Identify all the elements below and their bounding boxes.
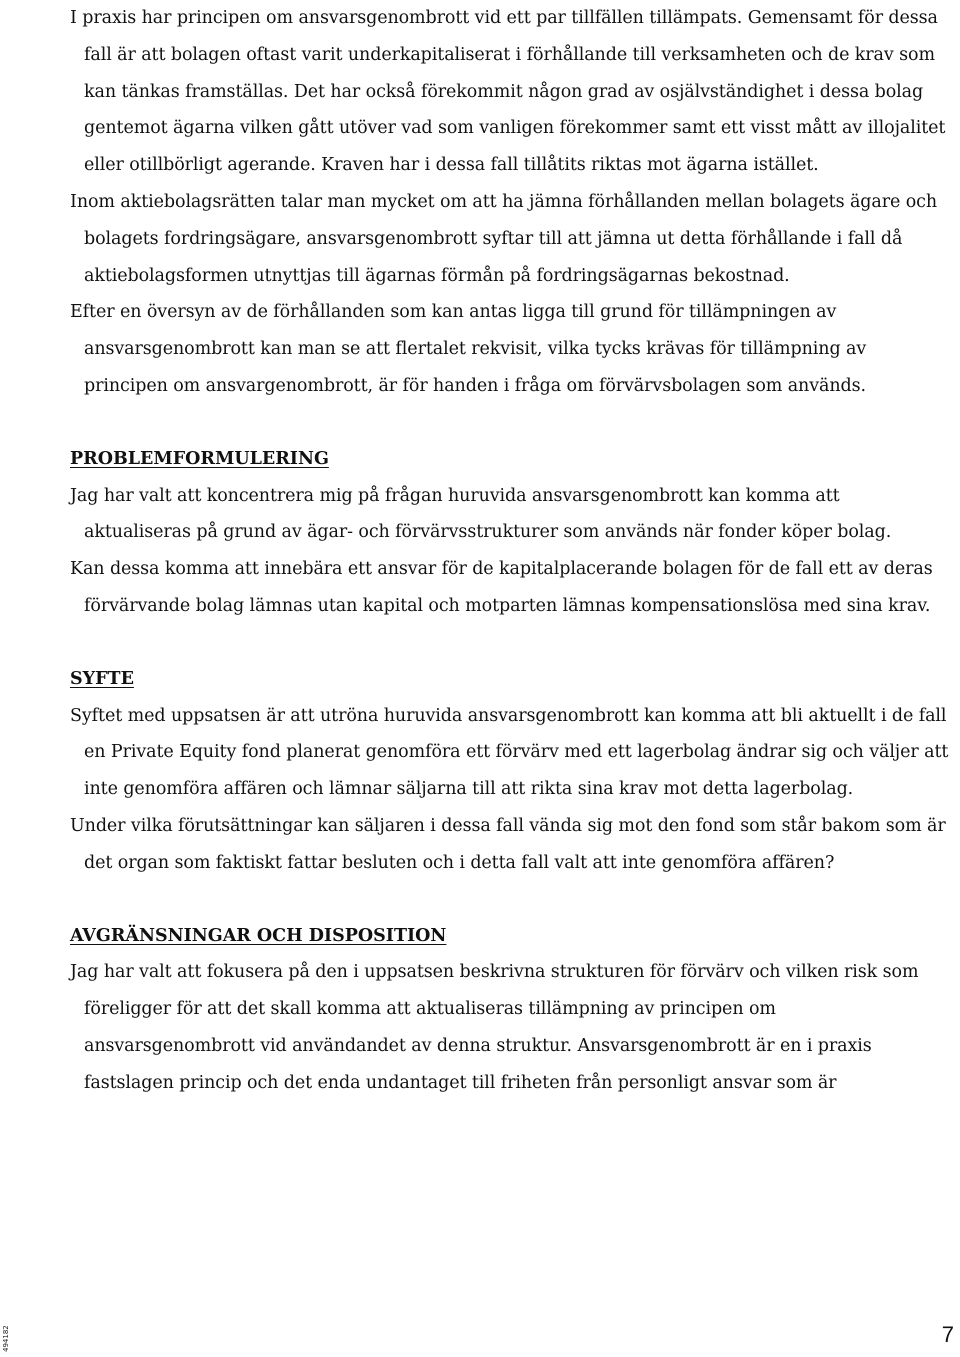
side-document-id: 494182 bbox=[2, 1325, 10, 1352]
section-spacer bbox=[70, 625, 950, 661]
paragraph-syfte-1: Syftet med uppsatsen är att utröna huruvida ansvarsgenombrott kan komma att bli aktuellt i de fall en Private Equity fond planerat genomföra ett förvärv med ett lagerbolag ändrar sig och väljer att inte genomföra affären och lämnar säljarna till att rikta sina krav mot detta lagerbolag. bbox=[70, 705, 949, 800]
paragraph-problem-1: Jag har valt att koncentrera mig på frågan huruvida ansvarsgenombrott kan komma att aktualiseras på grund av ägar- och förvärvsstrukturer som används när fonder köper bolag. bbox=[70, 485, 892, 543]
heading-avgransningar: AVGRÄNSNINGAR OCH DISPOSITION bbox=[70, 925, 447, 946]
section-spacer bbox=[70, 882, 950, 918]
paragraph-problem-2: Kan dessa komma att innebära ett ansvar för de kapitalplacerande bolagen för de fall ett av deras förvärvande bolag lämnas utan kapital och motparten lämnas kompensationslösa med sina krav. bbox=[70, 559, 933, 616]
paragraph-intro-2: Inom aktiebolagsrätten talar man mycket om att ha jämna förhållanden mellan bolagets ägare och bolagets fordringsägare, ansvarsgenombrott syftar till att jämna ut detta förhållande i fall då aktiebolagsformen utnyttjas till ägarnas förmån på fordringsägarnas bekostnad. bbox=[70, 191, 938, 286]
heading-syfte: SYFTE bbox=[70, 668, 134, 689]
paragraph-intro-1: I praxis har principen om ansvarsgenombrott vid ett par tillfällen tillämpats. Gemensamt för dessa fall är att bolagen oftast varit underkapitaliserat i förhållande till verksamheten och de krav som kan tänkas framställas. Det har också förekommit någon grad av osjälvständighet i dessa bolag gentemot ägarna vilken gått utöver vad som vanligen förekommer samt ett visst mått av illojalitet eller otillbörligt agerande. Kraven har i dessa fall tillåtits riktas mot ägarna istället. bbox=[70, 8, 946, 176]
paragraph-avgransningar-1: Jag har valt att fokusera på den i uppsatsen beskrivna strukturen för förvärv och vilken risk som föreligger för att det skall komma att aktualiseras tillämpning av principen om ansvarsgenombrott vid användandet av denna struktur. Ansvarsgenombrott är en i praxis fastslagen princip och det enda undantaget till friheten från personligt ansvar som är bbox=[70, 962, 919, 1093]
section-spacer bbox=[70, 405, 950, 441]
document-body bbox=[70, 0, 950, 1102]
heading-problemformulering: PROBLEMFORMULERING bbox=[70, 448, 329, 469]
paragraph-intro-3: Efter en översyn av de förhållanden som kan antas ligga till grund för tillämpningen av ansvarsgenombrott kan man se att flertalet rekvisit, vilka tycks krävas för tillämpning av principen om ansvargenombrott, är för handen i fråga om förvärvsbolagen som används. bbox=[70, 302, 867, 396]
paragraph-syfte-2: Under vilka förutsättningar kan säljaren i dessa fall vända sig mot den fond som står bakom som är det organ som faktiskt fattar besluten och i detta fall valt att inte genomföra affären? bbox=[70, 815, 946, 873]
page-number: 7 bbox=[941, 1322, 954, 1347]
